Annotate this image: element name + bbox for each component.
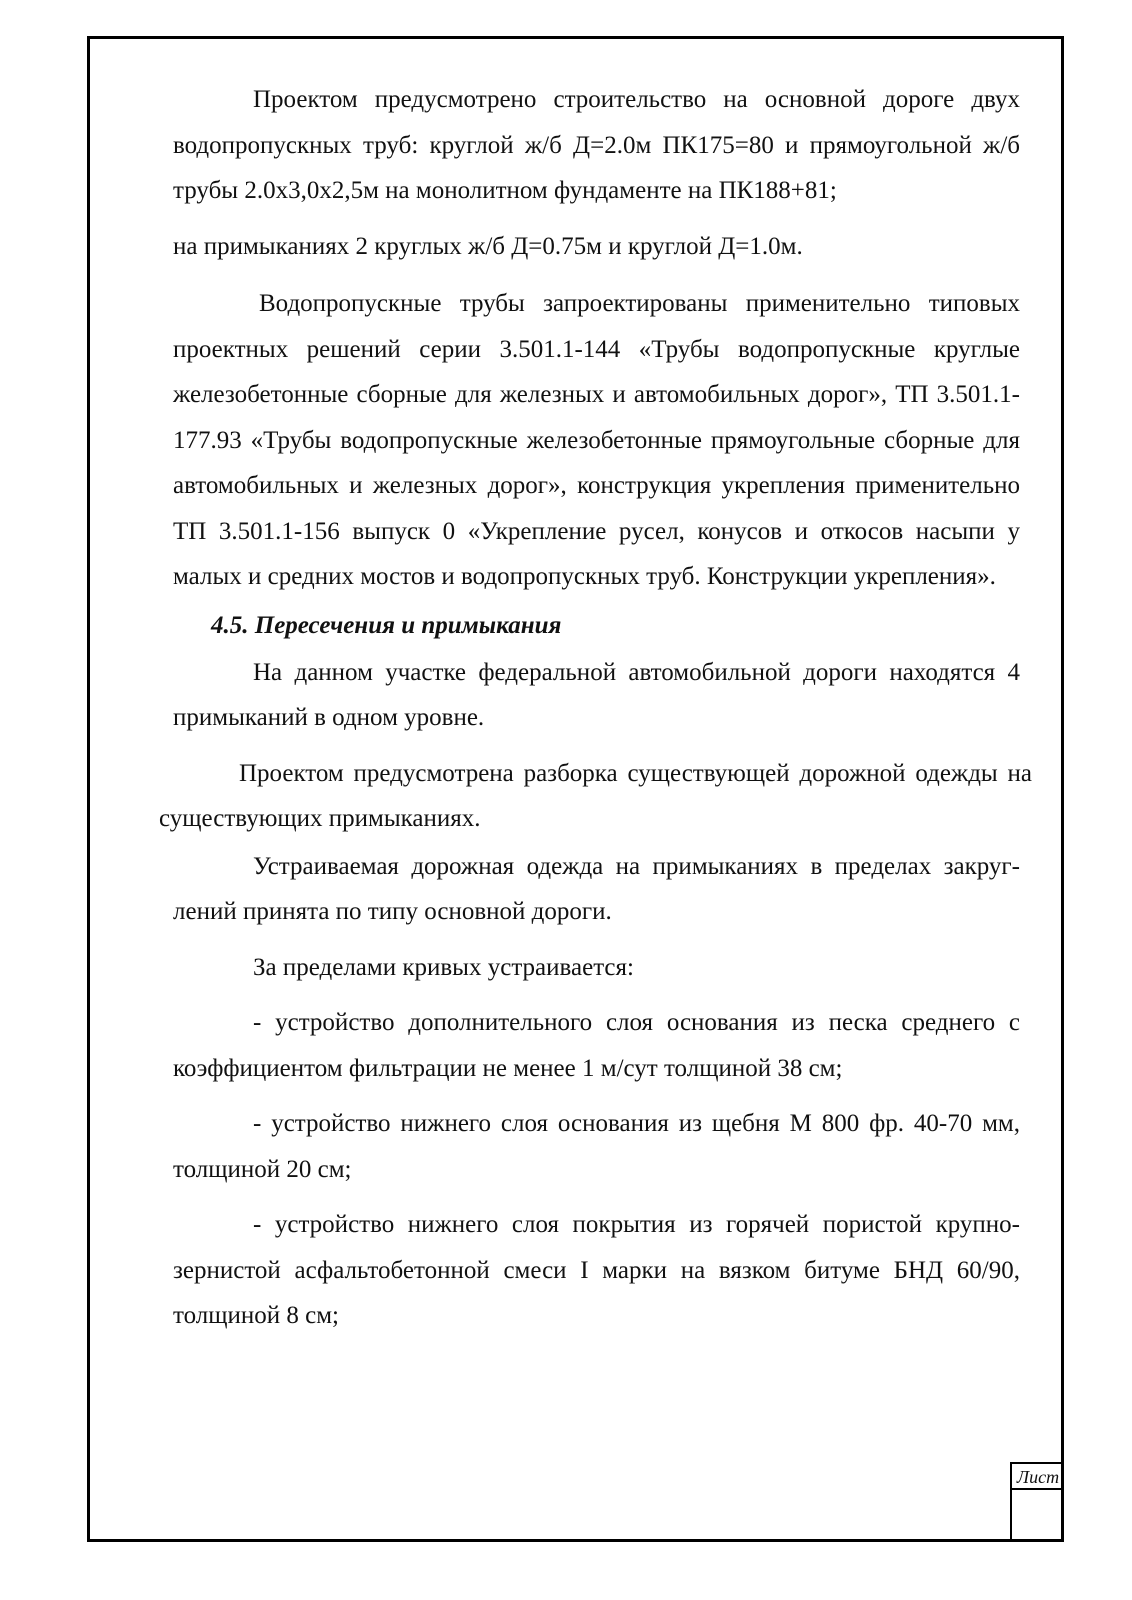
sheet-label: Лист — [1012, 1464, 1064, 1490]
sheet-number-box — [1010, 1462, 1064, 1542]
paragraph-pavement-removal: Проектом предусмотрена разборка существующей дорожной одежды на существующих примыканиях. — [159, 759, 1032, 832]
section-heading: 4.5. Пересечения и примыкания — [211, 611, 562, 639]
list-item-asphalt-layer: - устройство нижнего слоя покрытия из горячей пористой крупнозернистой асфальтобетонной смеси I марки на вязком битуме БНД 60/90, толщиной 8 см; — [173, 1211, 1020, 1329]
list-item-crushed-stone-layer: - устройство нижнего слоя основания из щебня М 800 фр. 40-70 мм, толщиной 20 см; — [173, 1110, 1020, 1183]
list-item-sand-layer: - устройство дополнительного слоя основания из песка среднего с коэффициентом фильтрации не менее 1 м/сут толщиной 38 см; — [173, 1009, 1020, 1082]
paragraph-pavement-type: Устраиваемая дорожная одежда на примыканиях в пределах закруглений принята по типу основной дороги. — [173, 852, 1020, 925]
paragraph-outside-curves: За пределами кривых устраивается: — [253, 953, 634, 981]
paragraph-culverts: Проектом предусмотрено строительство на основной дороге двух водопропускных труб: круглой ж/б Д=2.0м ПК175=80 и прямоугольной ж/б трубы 2.0х3,0х2,5м на монолитном фундаменте на ПК188+81; — [173, 86, 1020, 204]
document-body — [159, 77, 1032, 1339]
paragraph-junctions-count: На данном участке федеральной автомобильной дороги находятся 4 примыканий в одном уровне. — [173, 658, 1020, 731]
paragraph-standard-designs: Водопропускные трубы запроектированы применительно типовых проектных решений серии 3.501.1-144 «Трубы водопропускные круглые железобетонные сборные для железных и автомобильных дорог», ТП 3.501.1-177.93 «Трубы водопропускные железобетонные прямоугольные сборные для автомобильных и железных дорог», конструкция укрепления применительно ТП 3.501.1-156 выпуск 0 «Укрепление русел, конусов и откосов насыпи у малых и средних мостов и водопропускных труб. Конструкции укрепления». — [173, 290, 1020, 590]
paragraph-junction-culverts: на примыканиях 2 круглых ж/б Д=0.75м и круглой Д=1.0м. — [173, 232, 803, 260]
